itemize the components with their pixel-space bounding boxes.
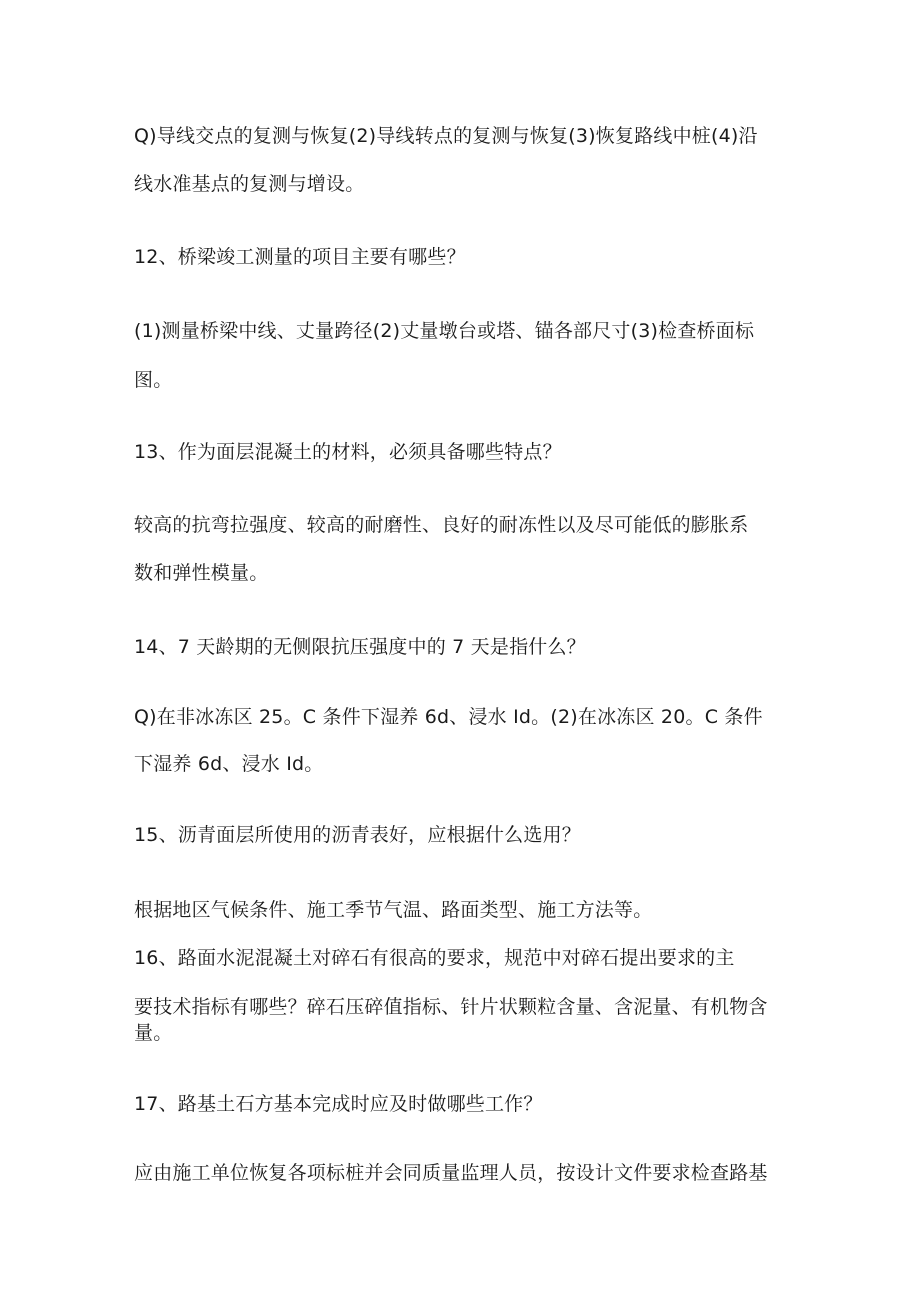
question-heading: 13、作为面层混凝土的材料，必须具备哪些特点？ bbox=[134, 441, 562, 463]
text-line: 图。 bbox=[134, 369, 173, 391]
question-heading: 16、路面水泥混凝土对碎石有很高的要求，规范中对碎石提出要求的主 bbox=[134, 947, 735, 969]
text-line: 量。 bbox=[134, 1022, 173, 1044]
text-line: 较高的抗弯拉强度、较高的耐磨性、良好的耐冻性以及尽可能低的膨胀系 bbox=[134, 514, 749, 536]
text-line: 要技术指标有哪些？碎石压碎值指标、针片状颗粒含量、含泥量、有机物含 bbox=[134, 996, 768, 1018]
question-heading: 12、桥梁竣工测量的项目主要有哪些？ bbox=[134, 246, 466, 268]
text-line: 应由施工单位恢复各项标桩并会同质量监理人员，按设计文件要求检查路基 bbox=[134, 1162, 768, 1184]
text-line: (1)测量桥梁中线、丈量跨径(2)丈量墩台或塔、锚各部尺寸(3)检查桥面标 bbox=[134, 320, 755, 342]
text-line: 线水准基点的复测与增设。 bbox=[134, 173, 365, 195]
text-line: 根据地区气候条件、施工季节气温、路面类型、施工方法等。 bbox=[134, 899, 653, 921]
question-heading: 14、7 天龄期的无侧限抗压强度中的 7 天是指什么？ bbox=[134, 636, 586, 658]
text-line: Q)在非冰冻区 25。C 条件下湿养 6d、浸水 Id。(2)在冰冻区 20。C 条件 bbox=[134, 706, 763, 728]
text-line: 下湿养 6d、浸水 Id。 bbox=[134, 753, 324, 775]
text-line: 数和弹性模量。 bbox=[134, 562, 269, 584]
question-heading: 15、沥青面层所使用的沥青表好，应根据什么选用？ bbox=[134, 824, 581, 846]
text-line: Q)导线交点的复测与恢复(2)导线转点的复测与恢复(3)恢复路线中桩(4)沿 bbox=[134, 125, 758, 147]
question-heading: 17、路基土石方基本完成时应及时做哪些工作？ bbox=[134, 1093, 543, 1115]
